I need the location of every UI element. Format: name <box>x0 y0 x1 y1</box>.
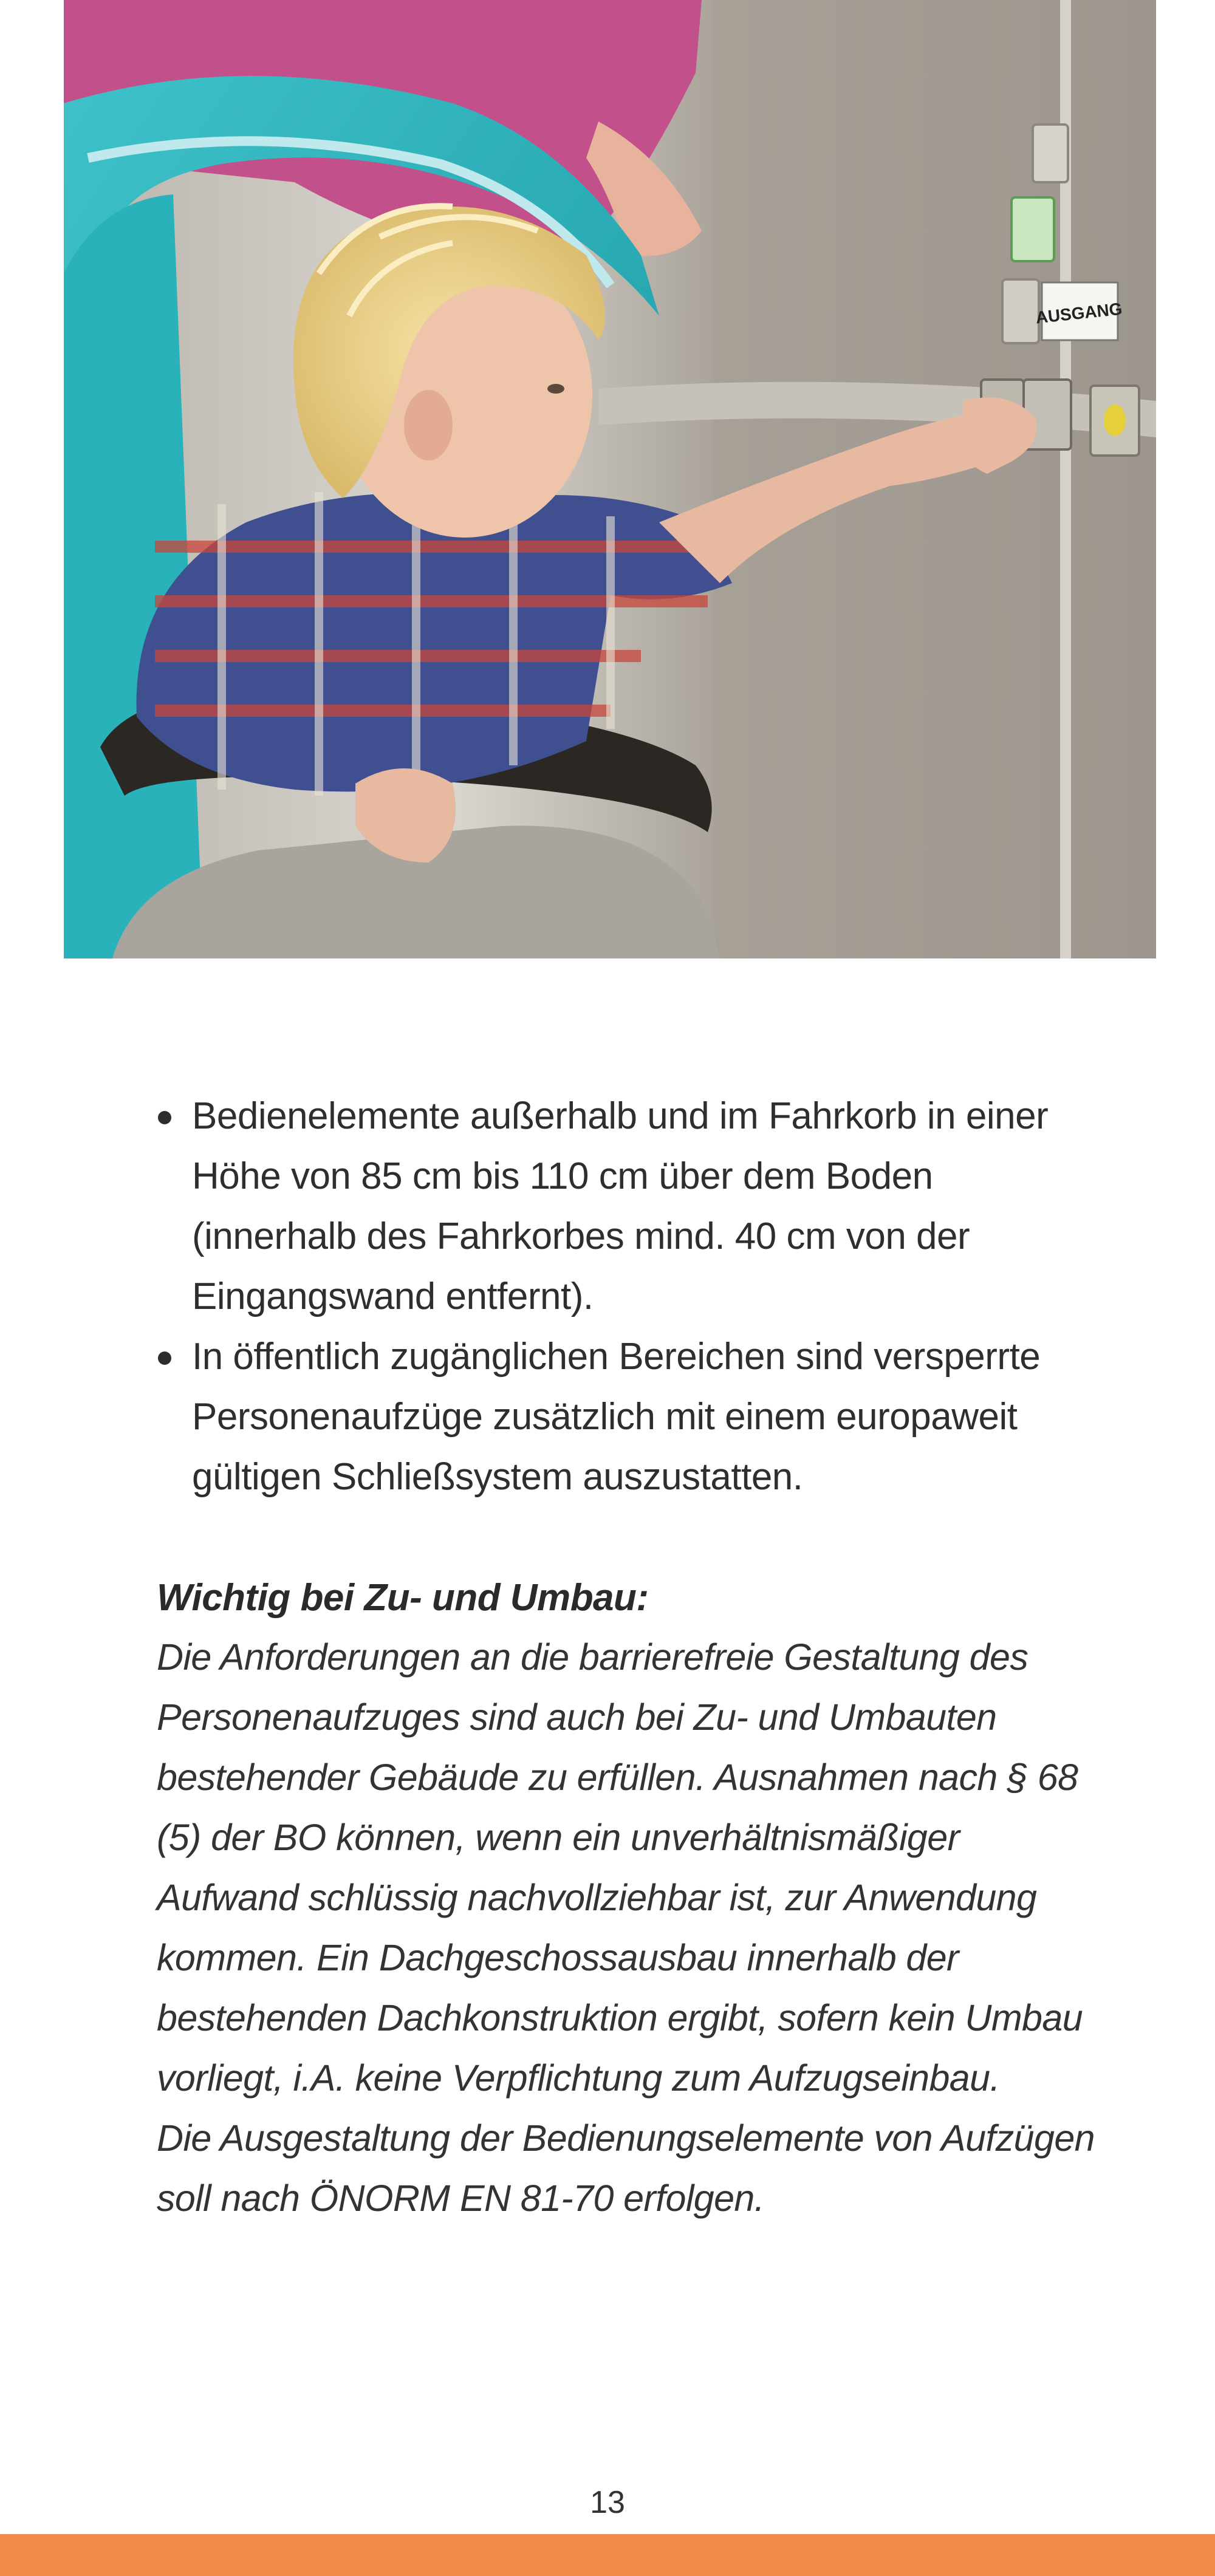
page-number: 13 <box>590 2485 625 2520</box>
requirements-list <box>157 1086 1068 1507</box>
note-paragraph: Die Ausgestaltung der Bedienungselemente von Aufzügen soll nach ÖNORM EN 81-70 erfolgen. <box>157 2117 1095 2219</box>
list-item: In öffentlich zugänglichen Bereichen sind versperrte Personenaufzüge zusätzlich mit einem europaweit gültigen Schließsystem auszustatten. <box>157 1327 1068 1507</box>
footer-bar <box>0 2534 1215 2576</box>
list-item: Bedienelemente außerhalb und im Fahrkorb in einer Höhe von 85 cm bis 110 cm über dem Boden (innerhalb des Fahrkorbes mind. 40 cm von der Eingangswand entfernt). <box>157 1086 1068 1327</box>
note-title: Wichtig bei Zu- und Umbau: <box>157 1577 649 1619</box>
important-note <box>157 1569 1104 2229</box>
note-paragraph: Die Anforderungen an die barrierefreie Gestaltung des Personenaufzuges sind auch bei Zu- und Umbauten bestehender Gebäude zu erfüllen. Ausnahmen nach § 68 (5) der BO können, wenn ein unverhältnismäßiger Aufwand schlüssig nachvollziehbar ist, zur Anwendung kommen. Ein Dachgeschossausbau innerhalb der bestehenden Dachkonstruktion ergibt, sofern kein Umbau vorliegt, i.A. keine Verpflichtung zum Aufzugseinbau. <box>157 1636 1083 2099</box>
svg-text:AUSGANG: AUSGANG <box>1035 299 1123 327</box>
elevator-photo <box>64 0 1156 958</box>
photo-illustration <box>64 0 1156 958</box>
